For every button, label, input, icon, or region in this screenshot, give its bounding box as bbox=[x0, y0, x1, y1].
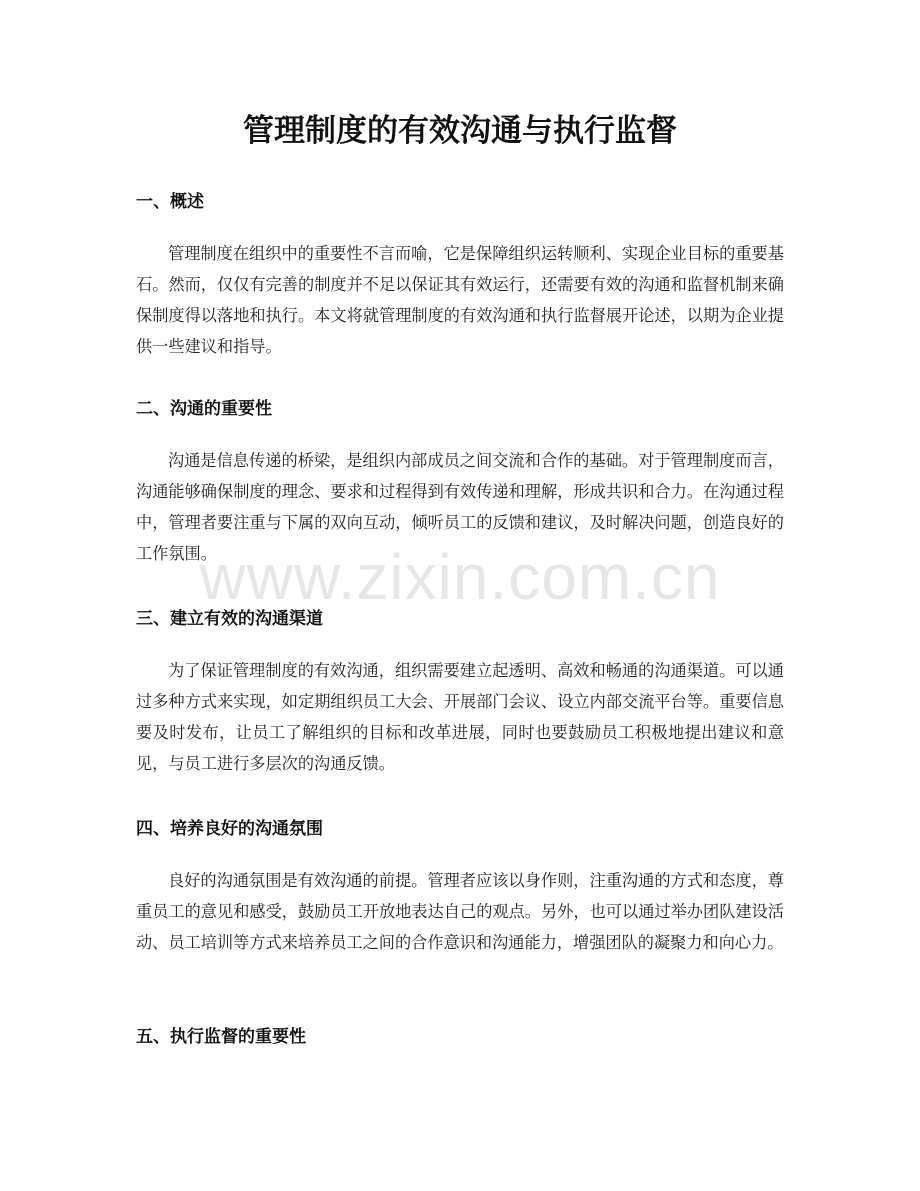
section-heading: 二、沟通的重要性 bbox=[136, 399, 272, 419]
section-overview bbox=[136, 189, 784, 362]
document-title: 管理制度的有效沟通与执行监督 bbox=[243, 113, 677, 149]
watermark-text: www.zixin.com.cn bbox=[199, 541, 721, 613]
section-communication-importance bbox=[136, 396, 784, 569]
section-heading: 五、执行监督的重要性 bbox=[136, 1027, 306, 1047]
section-paragraph: 良好的沟通氛围是有效沟通的前提。管理者应该以身作则，注重沟通的方式和态度，尊重员工的意见和感受，鼓励员工开放地表达自己的观点。另外，也可以通过举办团队建设活动、员工培训等方式来培养员工之间的合作意识和沟通能力，增强团队的凝聚力和向心力。 bbox=[136, 871, 784, 952]
section-paragraph: 为了保证管理制度的有效沟通，组织需要建立起透明、高效和畅通的沟通渠道。可以通过多种方式来实现，如定期组织员工大会、开展部门会议、设立内部交流平台等。重要信息要及时发布，让员工了解组织的目标和改革进展，同时也要鼓励员工积极地提出建议和意见，与员工进行多层次的沟通反馈。 bbox=[136, 661, 784, 773]
section-communication-channels bbox=[136, 606, 784, 779]
section-heading: 四、培养良好的沟通氛围 bbox=[136, 819, 323, 839]
section-paragraph: 沟通是信息传递的桥梁，是组织内部成员之间交流和合作的基础。对于管理制度而言，沟通能够确保制度的理念、要求和过程得到有效传递和理解，形成共识和合力。在沟通过程中，管理者要注重与下属的双向互动，倾听员工的反馈和建议，及时解决问题，创造良好的工作氛围。 bbox=[136, 451, 784, 563]
section-supervision-importance bbox=[136, 1024, 784, 1050]
section-paragraph: 管理制度在组织中的重要性不言而喻，它是保障组织运转顺利、实现企业目标的重要基石。然而，仅仅有完善的制度并不足以保证其有效运行，还需要有效的沟通和监督机制来确保制度得以落地和执行。本文将就管理制度的有效沟通和执行监督展开论述，以期为企业提供一些建议和指导。 bbox=[136, 244, 784, 356]
section-heading: 一、概述 bbox=[136, 192, 204, 212]
section-heading: 三、建立有效的沟通渠道 bbox=[136, 609, 323, 629]
section-communication-atmosphere bbox=[136, 816, 784, 958]
